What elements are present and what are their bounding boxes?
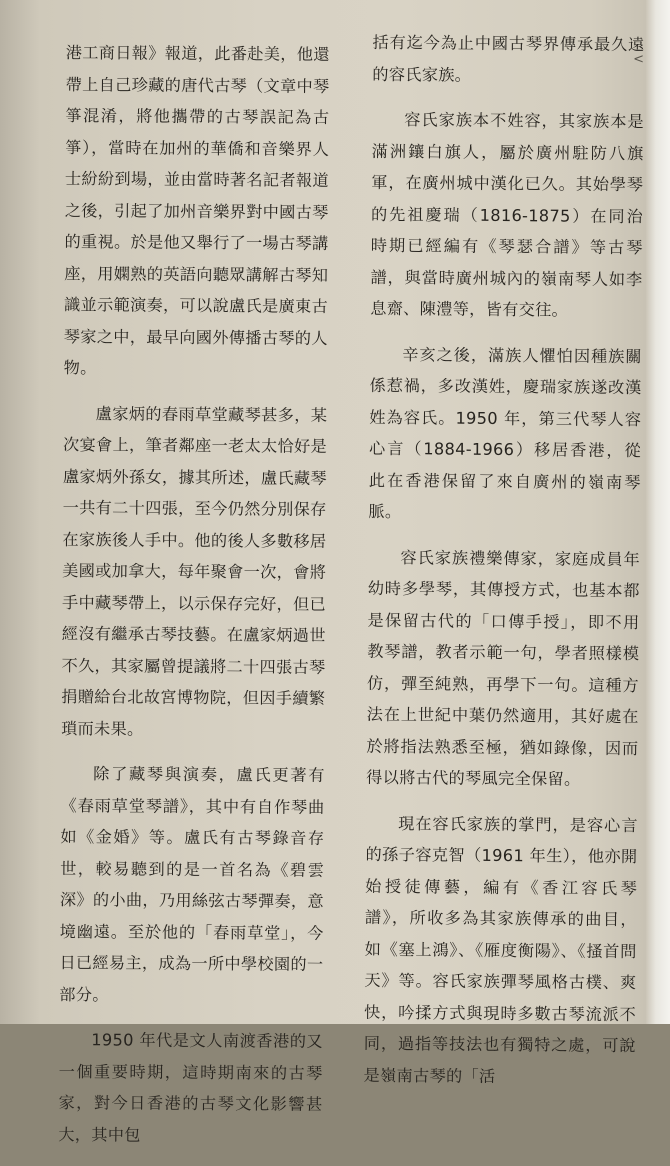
paragraph: 除了藏琴與演奏，盧氏更著有《春雨草堂琴譜》，其中有自作琴曲如《金婚》等。盧氏有古琴錄音存世，較易聽到的是一首名為《碧雲深》的小曲，乃用絲弦古琴彈奏，意境幽遠。至於他的「春雨草堂」，今日已經易主，成為一所中學校園的一部分。 (59, 764, 325, 1004)
paragraph: 容氏家族禮樂傳家，家庭成員年幼時多學琴，其傳授方式，也基本都是保留古代的「口傳手授」，即不用教琴譜，教者示範一句，學者照樣模仿，彈至純熟，再學下一句。這種方法在上世紀中葉仍然適用，其好處在於將指法熟悉至極，猶如錄像，因而得以將古代的琴風完全保留。 (366, 547, 641, 789)
paragraph: 盧家炳的春雨草堂藏琴甚多，某次宴會上，筆者鄰座一老太太恰好是盧家炳外孫女，據其所述，盧氏藏琴一共有二十四張，至今仍然分別保存在家族後人手中。他的後人多數移居美國或加拿大，每年聚會一次，會將手中藏琴帶上，以示保存完好，但已經沒有繼承古琴技藝。在盧家炳過世不久，其家屬曾提議將二十四張古琴捐贈給台北故宮博物院，但因手續繁瑣而未果。 (61, 403, 328, 739)
paragraph: 括有迄今為止中國古琴界傳承最久遠的容氏家族。 (372, 32, 645, 85)
paragraph: 1950 年代是文人南渡香港的又一個重要時期，這時期南來的古琴家，對今日香港的古琴文化影響甚大，其中包 (58, 1030, 323, 1145)
paragraph: 辛亥之後，滿族人懼怕因種族關係惹禍，多改漢姓，慶瑞家族遂改漢姓為容氏。1950 年，第三代琴人容心言（1884-1966）移居香港，從此在香港保留了來自廣州的嶺南琴脈。 (368, 344, 642, 522)
paragraph: 現在容氏家族的掌門，是容心言的孫子容克智（1961 年生），他亦開始授徒傳藝，編有《香江容氏琴譜》，所收多為其家族傳承的曲目，如《塞上鴻》、《雁度衡陽》、《搔首問天》等。容氏家族彈琴風格古樸、爽快，吟揉方式與現時多數古琴流派不同，過指等技法也有獨特之處，可說是嶺南古琴的「活 (363, 813, 638, 1086)
left-column (58, 37, 330, 1166)
margin-mark: < (633, 52, 644, 67)
right-column (363, 27, 644, 1107)
page-edge (646, 0, 670, 1024)
paragraph: 港工商日報》報道，此番赴美，他還帶上自己珍藏的唐代古琴（文章中琴箏混淆，將他攜帶的古琴誤記為古箏），當時在加州的華僑和音樂界人士紛紛到場，並由當時著名記者報道之後，引起了加州音樂界對中國古琴的重視。於是他又舉行了一場古琴講座，用嫻熟的英語向聽眾講解古琴知識並示範演奏，可以說盧氏是廣東古琴家之中，最早向國外傳播古琴的人物。 (63, 43, 330, 378)
paragraph: 容氏家族本不姓容，其家族本是滿洲鑲白旗人，屬於廣州駐防八旗軍，在廣州城中漢化已久。其始學琴的先祖慶瑞（1816-1875）在同治時期已經編有《琴瑟合譜》等古琴譜，與當時廣州城內的嶺南琴人如李息齋、陳澧等，皆有交往。 (370, 110, 644, 320)
